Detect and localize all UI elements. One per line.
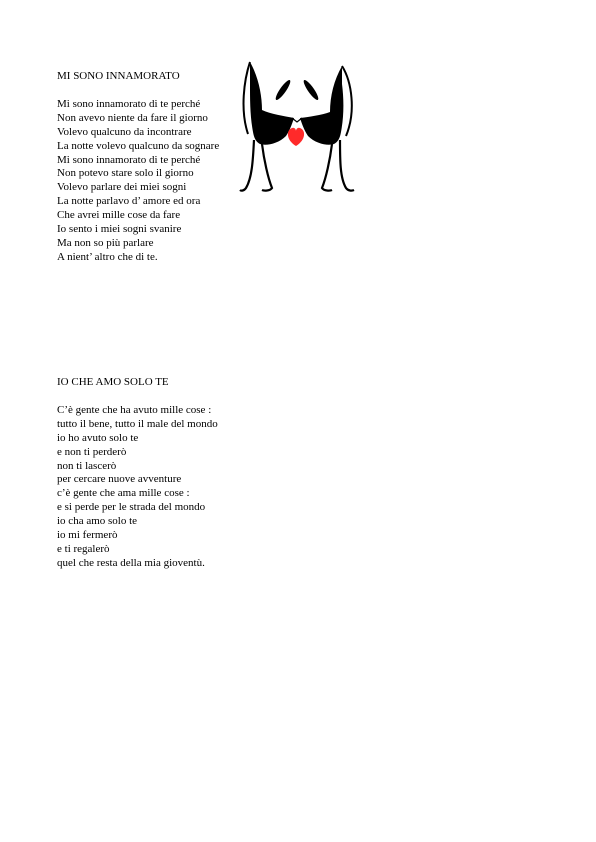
right-figure-body <box>300 66 343 145</box>
right-figure-back-curve <box>342 66 352 136</box>
poem-lines <box>57 98 219 265</box>
poem-line: e si perde per le strada del mondo <box>57 501 206 514</box>
poem-line: Che avrei mille cose da fare <box>57 209 181 222</box>
left-figure-eye <box>274 78 293 101</box>
poem-line: io cha amo solo te <box>57 515 138 528</box>
kissing-penguins-heart-icon <box>236 60 360 196</box>
poem-line: Non potevo stare solo il giorno <box>57 167 194 180</box>
poem-line: tutto il bene, tutto il male del mondo <box>57 417 218 430</box>
poem-line: Mi sono innamorato di te perché <box>57 97 201 110</box>
poem-line: io mi fermerò <box>57 529 118 542</box>
poem-line: non ti lascerò <box>57 459 117 472</box>
poem-lines <box>57 404 218 571</box>
poem-line: c’è gente che ama mille cose : <box>57 487 190 500</box>
poem-line: La notte volevo qualcuno da sognare <box>57 139 220 152</box>
poem-mi-sono-innamorato <box>57 70 219 265</box>
left-figure-leg <box>262 144 272 191</box>
poem-line: Volevo parlare dei miei sogni <box>57 181 187 194</box>
right-figure <box>300 66 354 191</box>
beak-touch <box>292 118 302 122</box>
poem-line: io ho avuto solo te <box>57 431 139 444</box>
poem-line: Volevo qualcuno da incontrare <box>57 125 192 138</box>
right-figure-leg <box>340 140 354 191</box>
poem-line: e ti regalerò <box>57 542 110 555</box>
left-figure-leg <box>240 140 254 191</box>
left-figure-body <box>250 62 294 145</box>
poem-line: C’è gente che ha avuto mille cose : <box>57 403 212 416</box>
poem-line: Io sento i miei sogni svanire <box>57 223 182 236</box>
left-figure-back-curve <box>244 62 250 134</box>
poem-line: A nient’ altro che di te. <box>57 250 158 263</box>
left-figure <box>240 62 294 191</box>
poem-line: Ma non so più parlare <box>57 236 154 249</box>
poem-io-che-amo-solo-te <box>57 376 218 571</box>
poem-line: per cercare nuove avventure <box>57 473 182 486</box>
poem-line: Mi sono innamorato di te perché <box>57 153 201 166</box>
poem-line: Non avevo niente da fare il giorno <box>57 111 208 124</box>
poem-title: IO CHE AMO SOLO TE <box>57 376 169 388</box>
heart-icon <box>288 128 304 146</box>
poem-line: quel che resta della mia gioventù. <box>57 556 205 569</box>
poem-line: e non ti perderò <box>57 445 127 458</box>
poem-line: La notte parlavo d’ amore ed ora <box>57 195 201 208</box>
poem-title: MI SONO INNAMORATO <box>57 70 180 82</box>
right-figure-leg <box>322 144 332 191</box>
right-figure-eye <box>302 78 321 101</box>
